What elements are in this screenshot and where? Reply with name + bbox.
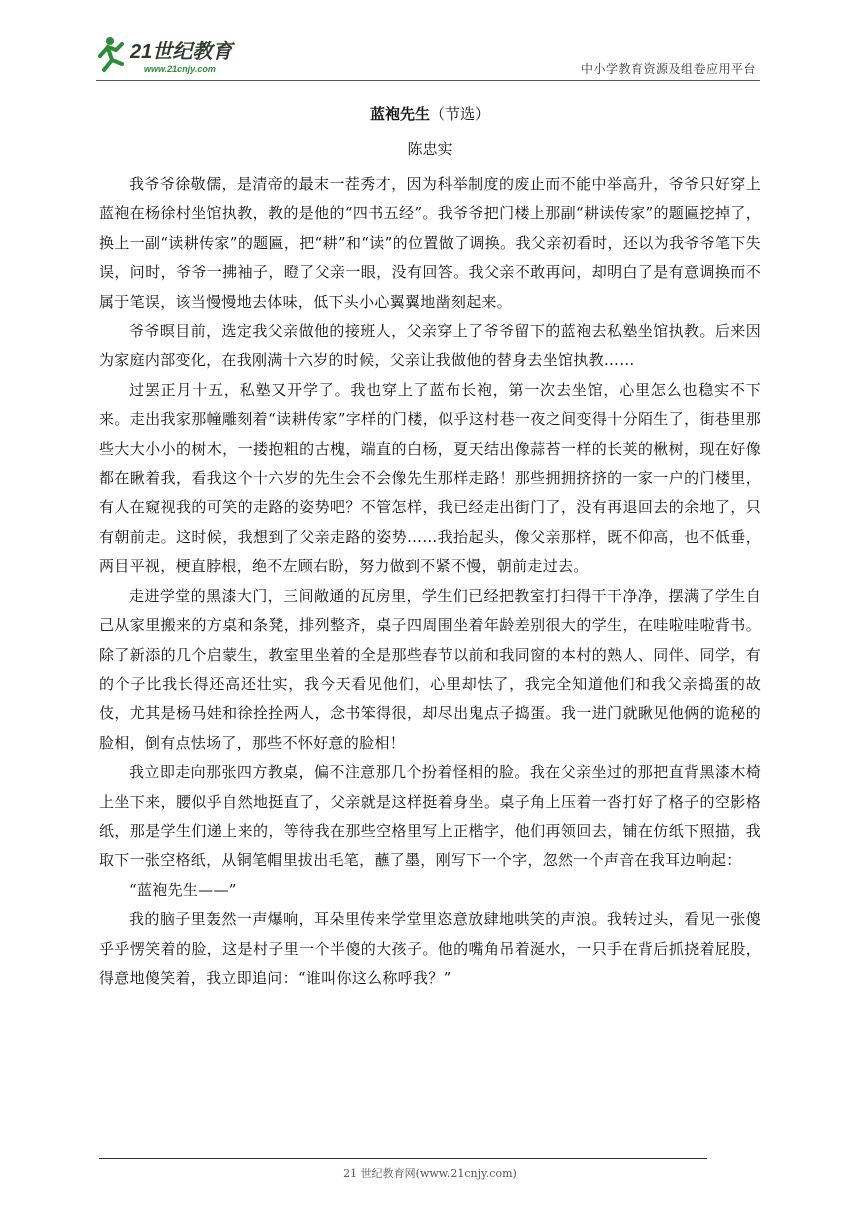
paragraph: “蓝袍先生——” [129,880,237,899]
title-main: 蓝袍先生 [369,105,430,123]
page-header [96,30,760,82]
footer-text: 21 世纪教育网(www.21cnjy.com) [343,1167,517,1180]
paragraph: 过罢正月十五，私塾又开学了。我也穿上了蓝布长袍，第一次去坐馆，心里怎么也稳实不下来。走出我家那幢雕刻着“读耕传家”字样的门楼，似乎这村巷一夜之间变得十分陌生了，街巷里那些大大小小的树木，一搂抱粗的古槐，端直的白杨，夏天结出像蒜苔一样的长荚的楸树，现在好像都在瞅着我，看我这个十六岁的先生会不会像先生那样走路！那些拥拥挤挤的一家一户的门楼里，有人在窥视我的可笑的走路的姿势吧？不管怎样，我已经走出街门了，没有再退回去的余地了，只有朝前走。这时候，我想到了父亲走路的姿势……我抬起头，像父亲那样，既不仰高，也不低垂，两目平视，梗直脖根，绝不左顾右盼，努力做到不紧不慢，朝前走过去。 [99,380,761,576]
article-author: 陈忠实 [407,140,453,158]
header-divider [96,80,760,81]
article-body [99,170,761,993]
paragraph: 我的脑子里轰然一声爆响，耳朵里传来学堂里恣意放肆地哄笑的声浪。我转过头，看见一张傻乎乎愣笑着的脸，这是村子里一个半傻的大孩子。他的嘴角吊着涎水，一只手在背后抓挠着屁股，得意地傻笑着，我立即追问：“谁叫你这么称呼我？” [99,910,761,987]
paragraph: 爷爷暝目前，选定我父亲做他的接班人，父亲穿上了爷爷留下的蓝袍去私塾坐馆执教。后来因为家庭内部变化，在我刚满十六岁的时候，父亲让我做他的替身去坐馆执教…… [99,322,761,370]
logo [96,34,266,76]
header-platform-text: 中小学教育资源及组卷应用平台 [580,62,756,76]
article-title [0,104,860,124]
footer-divider [99,1158,707,1159]
title-note: （节选） [430,105,491,123]
paragraph: 我立即走向那张四方教桌，偏不注意那几个扮着怪相的脸。我在父亲坐过的那把直背黑漆木椅上坐下来，腰似乎自然地挺直了，父亲就是这样挺着身坐。桌子角上压着一沓打好了格子的空影格纸，那是学生们递上来的，等待我在那些空格里写上正楷字，他们再领回去，铺在仿纸下照描，我取下一张空格纸，从铜笔帽里拔出毛笔，蘸了墨，刚写下一个字，忽然一个声音在我耳边响起： [99,763,761,870]
logo-text: 21世纪教育 [130,41,233,63]
paragraph: 走进学堂的黑漆大门，三间敞通的瓦房里，学生们已经把教室打扫得干干净净，摆满了学生自己从家里搬来的方桌和条凳，排列整齐，桌子四周围坐着年龄差别很大的学生，在哇啦哇啦背书。除了新添的几个启蒙生，教室里坐着的全是那些春节以前和我同窗的本村的熟人、同伴、同学，有的个子比我长得还高还壮实，我今天看见他们，心里却怯了，我完全知道他们和我父亲捣蛋的故伎，尤其是杨马娃和徐拴拴两人，念书笨得很，却尽出鬼点子捣蛋。我一进门就瞅见他俩的诡秘的脸相，倒有点怯场了，那些不怀好意的脸相！ [99,586,761,752]
logo-url: www.21cnjy.com [144,64,216,74]
paragraph: 我爷爷徐敬儒，是清帝的最末一茬秀才，因为科举制度的废止而不能中举高升，爷爷只好穿上蓝袍在杨徐村坐馆执教，教的是他的“四书五经”。我爷爷把门楼上那副“耕读传家”的题匾挖掉了，换上一副“读耕传家”的题匾，把“耕”和“读”的位置做了调换。我父亲初看时，还以为我爷爷笔下失误，问时，爷爷一拂袖子，瞪了父亲一眼，没有回答。我父亲不敢再问，却明白了是有意调换而不属于笔误，该当慢慢地去体味，低下头小心翼翼地凿刻起来。 [99,175,761,311]
runner-icon [100,37,122,70]
